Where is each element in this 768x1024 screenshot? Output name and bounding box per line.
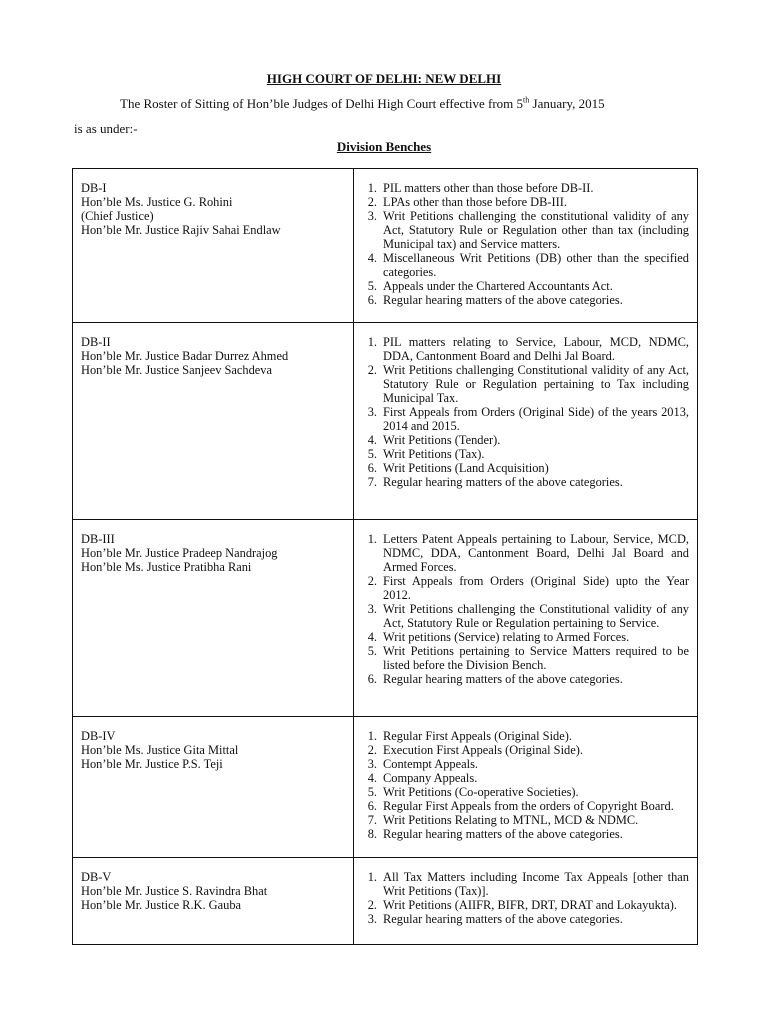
list-item-number: 2. (367, 363, 377, 377)
list-item (354, 209, 689, 251)
list-item-number: 5. (367, 279, 377, 293)
bench-matters-cell (354, 717, 698, 858)
list-item-text: Writ Petitions challenging the Constitutional validity of any Act, Statutory Rule or Regulation pertaining to Service. (383, 602, 689, 630)
judge-name: Hon’ble Mr. Justice R.K. Gauba (81, 898, 242, 912)
list-item (354, 363, 689, 405)
list-item-text: Writ Petitions challenging the constitutional validity of any Act, Statutory Rule or Regulation other than tax (including Municipal tax) and Service matters. (383, 209, 689, 251)
bench-code: DB-V (81, 870, 112, 884)
list-item-number: 7. (367, 813, 377, 827)
list-item-number: 7. (367, 475, 377, 489)
list-item-number: 6. (367, 799, 377, 813)
list-item-number: 1. (367, 870, 377, 884)
bench-row (73, 520, 698, 717)
list-item-text: First Appeals from Orders (Original Side) upto the Year 2012. (383, 574, 689, 602)
list-item (354, 799, 689, 813)
list-item (354, 335, 689, 363)
intro-line (120, 96, 605, 112)
list-item-number: 8. (367, 827, 377, 841)
list-item-number: 1. (367, 532, 377, 546)
list-item-text: Regular hearing matters of the above categories. (383, 293, 623, 307)
list-item-number: 4. (367, 251, 377, 265)
list-item-number: 1. (367, 729, 377, 743)
list-item-text: Regular First Appeals (Original Side). (383, 729, 572, 743)
list-item-text: PIL matters other than those before DB-II. (383, 181, 594, 195)
bench-matters-cell (354, 520, 698, 717)
list-item (354, 630, 689, 644)
list-item-text: Regular hearing matters of the above categories. (383, 672, 623, 686)
list-item (354, 574, 689, 602)
bench-judges-cell (73, 717, 354, 858)
judge-name: Hon’ble Mr. Justice Sanjeev Sachdeva (81, 363, 272, 377)
bench-code: DB-III (81, 532, 115, 546)
page-title: HIGH COURT OF DELHI: NEW DELHI (266, 71, 502, 86)
list-item (354, 672, 689, 686)
judge-name: (Chief Justice) (81, 209, 154, 223)
judge-name: Hon’ble Ms. Justice Gita Mittal (81, 743, 239, 757)
list-item-text: Regular First Appeals from the orders of Copyright Board. (383, 799, 674, 813)
list-item-number: 2. (367, 743, 377, 757)
list-item-number: 6. (367, 461, 377, 475)
list-item (354, 475, 689, 489)
list-item-number: 5. (367, 785, 377, 799)
bench-code: DB-IV (81, 729, 116, 743)
list-item (354, 898, 689, 912)
bench-row (73, 717, 698, 858)
bench-row (73, 858, 698, 945)
list-item (354, 433, 689, 447)
judge-name: Hon’ble Mr. Justice S. Ravindra Bhat (81, 884, 268, 898)
list-item (354, 279, 689, 293)
list-item-number: 2. (367, 574, 377, 588)
intro-line-2: is as under:- (74, 121, 138, 136)
bench-judges-cell (73, 858, 354, 945)
list-item-text: All Tax Matters including Income Tax Appeals [other than Writ Petitions (Tax)]. (383, 870, 689, 898)
roster-table-body (73, 169, 698, 945)
list-item-number: 6. (367, 672, 377, 686)
list-item-number: 5. (367, 644, 377, 658)
judge-name: Hon’ble Mr. Justice Pradeep Nandrajog (81, 546, 278, 560)
list-item-number: 4. (367, 771, 377, 785)
list-item (354, 251, 689, 279)
list-item-number: 3. (367, 602, 377, 616)
list-item-number: 1. (367, 335, 377, 349)
list-item-text: Appeals under the Chartered Accountants Act. (383, 279, 613, 293)
bench-row (73, 169, 698, 323)
list-item (354, 743, 689, 757)
intro-prefix: The Roster of Sitting of Hon’ble Judges of Delhi High Court effective from 5 (120, 96, 524, 111)
judge-name: Hon’ble Mr. Justice P.S. Teji (81, 757, 223, 771)
judge-name: Hon’ble Mr. Justice Rajiv Sahai Endlaw (81, 223, 281, 237)
list-item-text: Writ Petitions Relating to MTNL, MCD & NDMC. (383, 813, 639, 827)
list-item-text: Writ Petitions (Tax). (383, 447, 485, 461)
matters-list (354, 729, 689, 841)
list-item (354, 785, 689, 799)
list-item (354, 181, 689, 195)
list-item-text: Miscellaneous Writ Petitions (DB) other than the specified categories. (383, 251, 689, 279)
list-item-number: 4. (367, 433, 377, 447)
intro-suffix: January, 2015 (529, 96, 605, 111)
intro-superscript: th (523, 95, 530, 105)
list-item-text: Writ Petitions (AIIFR, BIFR, DRT, DRAT and Lokayukta). (383, 898, 677, 912)
list-item (354, 405, 689, 433)
list-item-text: PIL matters relating to Service, Labour, MCD, NDMC, DDA, Cantonment Board and Delhi Jal Board. (383, 335, 689, 363)
judge-name: Hon’ble Ms. Justice G. Rohini (81, 195, 233, 209)
list-item-text: Regular hearing matters of the above categories. (383, 912, 623, 926)
bench-judges-cell (73, 169, 354, 323)
list-item-text: Writ Petitions (Tender). (383, 433, 501, 447)
bench-row (73, 323, 698, 520)
list-item (354, 293, 689, 307)
list-item-number: 3. (367, 405, 377, 419)
bench-judges-cell (73, 323, 354, 520)
bench-matters-cell (354, 169, 698, 323)
list-item-text: First Appeals from Orders (Original Side) of the years 2013, 2014 and 2015. (383, 405, 689, 433)
roster-table (72, 168, 698, 945)
bench-code: DB-II (81, 335, 111, 349)
list-item (354, 757, 689, 771)
bench-judges-cell (73, 520, 354, 717)
list-item-number: 1. (367, 181, 377, 195)
list-item-text: LPAs other than those before DB-III. (383, 195, 567, 209)
list-item-text: Contempt Appeals. (383, 757, 478, 771)
list-item (354, 870, 689, 898)
list-item-number: 2. (367, 898, 377, 912)
bench-matters-cell (354, 858, 698, 945)
list-item-text: Writ Petitions (Land Acquisition) (383, 461, 549, 475)
judge-name: Hon’ble Ms. Justice Pratibha Rani (81, 560, 252, 574)
list-item (354, 912, 689, 926)
matters-list (354, 870, 689, 926)
matters-list (354, 335, 689, 489)
judge-name: Hon’ble Mr. Justice Badar Durrez Ahmed (81, 349, 289, 363)
section-heading: Division Benches (336, 139, 432, 154)
list-item-number: 2. (367, 195, 377, 209)
bench-code: DB-I (81, 181, 107, 195)
list-item (354, 461, 689, 475)
list-item-text: Writ Petitions (Co-operative Societies). (383, 785, 579, 799)
list-item-text: Regular hearing matters of the above categories. (383, 475, 623, 489)
list-item-number: 3. (367, 757, 377, 771)
matters-list (354, 532, 689, 686)
list-item-number: 3. (367, 912, 377, 926)
list-item-text: Company Appeals. (383, 771, 478, 785)
matters-list (354, 181, 689, 307)
list-item-text: Letters Patent Appeals pertaining to Labour, Service, MCD, NDMC, DDA, Cantonment Board, Delhi Jal Board and Armed Forces. (383, 532, 689, 574)
list-item-number: 6. (367, 293, 377, 307)
list-item (354, 644, 689, 672)
list-item-number: 5. (367, 447, 377, 461)
list-item (354, 195, 689, 209)
bench-matters-cell (354, 323, 698, 520)
list-item (354, 532, 689, 574)
list-item (354, 447, 689, 461)
list-item (354, 813, 689, 827)
list-item-text: Writ Petitions challenging Constitutional validity of any Act, Statutory Rule or Regulation pertaining to Tax including Municipal Tax. (383, 363, 689, 405)
list-item-text: Regular hearing matters of the above categories. (383, 827, 623, 841)
list-item (354, 771, 689, 785)
list-item-number: 3. (367, 209, 377, 223)
list-item-text: Writ Petitions pertaining to Service Matters required to be listed before the Division Bench. (383, 644, 689, 672)
list-item (354, 602, 689, 630)
list-item-text: Execution First Appeals (Original Side). (383, 743, 583, 757)
list-item (354, 827, 689, 841)
list-item (354, 729, 689, 743)
list-item-text: Writ petitions (Service) relating to Armed Forces. (383, 630, 630, 644)
list-item-number: 4. (367, 630, 377, 644)
